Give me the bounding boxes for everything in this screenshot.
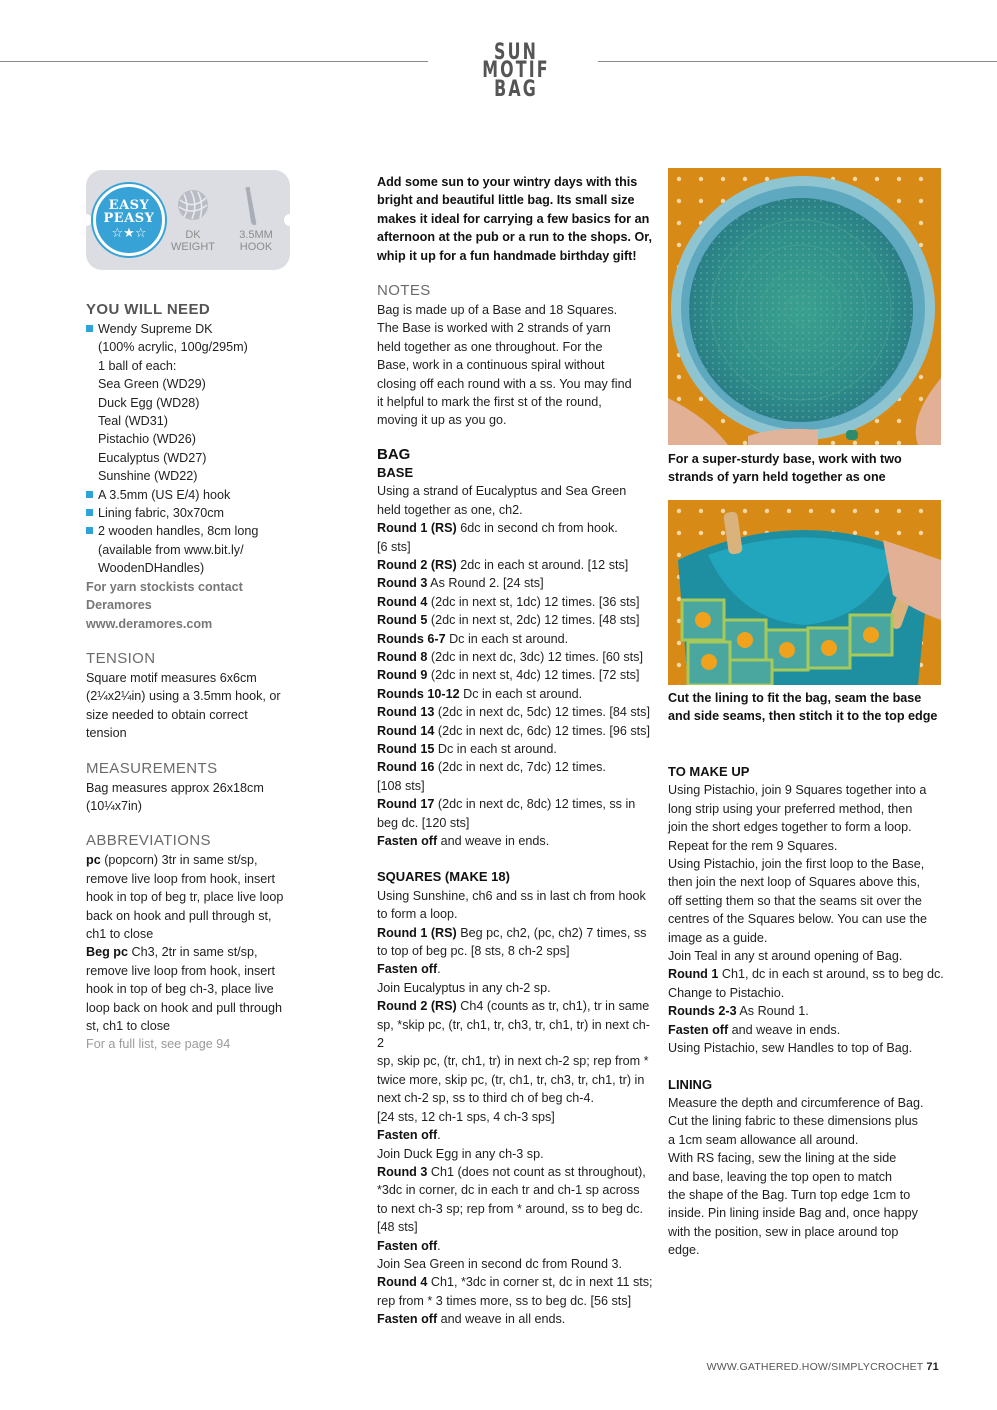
square-instruction-line: to next ch-3 sp; rep from * around, ss to beg dc. <box>377 1201 644 1216</box>
base-intro: held together as one, ch2. <box>377 502 523 517</box>
base-round-line: Round 5 (2dc in next st, 2dc) 12 times. [48 sts] <box>377 613 640 628</box>
base-round-line: Round 13 (2dc in next dc, 5dc) 12 times. [84 sts] <box>377 705 650 720</box>
square-instruction-line: Join Duck Egg in any ch-3 sp. <box>377 1146 544 1161</box>
bag-photo-caption: Cut the lining to fit the bag, seam the base and side seams, then stitch it to the top edge <box>668 691 938 724</box>
square-instruction-line: Round 2 (RS) Ch4 (counts as tr, ch1), tr in same <box>377 999 650 1014</box>
base-round-line: Round 9 (2dc in next st, 4dc) 12 times. [72 sts] <box>377 668 640 683</box>
make-up-line: Fasten off and weave in ends. <box>668 1022 841 1037</box>
square-instruction-line: next ch-2 sp, ss to third ch of beg ch-4. <box>377 1091 595 1106</box>
colour-item: Sunshine (WD22) <box>98 469 198 484</box>
make-up-line: Rounds 2-3 As Round 1. <box>668 1004 809 1019</box>
base-round-line: Round 16 (2dc in next dc, 7dc) 12 times. <box>377 760 606 775</box>
tension-text: size needed to obtain correct <box>86 707 248 722</box>
handles-item: 2 wooden handles, 8cm long <box>86 522 314 540</box>
abbrev-text: remove live loop from hook, insert <box>86 871 275 886</box>
stockist-link[interactable]: www.deramores.com <box>86 616 213 631</box>
tension-text: Square motif measures 6x6cm <box>86 670 257 685</box>
base-photo-caption: For a super-sturdy base, work with two strands of yarn held together as one <box>668 452 902 485</box>
make-up-line: Change to Pistachio. <box>668 985 785 1000</box>
left-column <box>86 301 314 1054</box>
hook-size-label: 3.5MM HOOK <box>239 229 273 253</box>
base-round-line: Round 15 Dc in each st around. <box>377 741 557 756</box>
base-round-line: [6 sts] <box>377 539 411 554</box>
base-round-line: Rounds 6-7 Dc in each st around. <box>377 631 569 646</box>
base-heading: BASE <box>377 464 414 480</box>
square-instruction-line: *3dc in corner, dc in each tr and ch-1 sp across <box>377 1183 640 1198</box>
tension-text: tension <box>86 726 127 741</box>
base-round-line: Round 8 (2dc in next dc, 3dc) 12 times. [60 sts] <box>377 649 643 664</box>
measurements-text: (10¼x7in) <box>86 798 143 813</box>
make-up-line: join the short edges together to form a loop. <box>668 820 912 835</box>
square-instruction-line: rep from * 3 times more, ss to beg dc. [56 sts] <box>377 1293 632 1308</box>
badge-peasy: PEASY <box>103 211 155 226</box>
make-up-instructions <box>668 781 953 1057</box>
crochet-base-image <box>668 168 941 445</box>
square-instruction-line: Using Sunshine, ch6 and ss in last ch from hook <box>377 888 646 903</box>
square-instruction-line: to top of beg pc. [8 sts, 8 ch-2 sps] <box>377 944 570 959</box>
easy-peasy-badge <box>93 184 165 256</box>
square-instruction-line: Fasten off and weave in all ends. <box>377 1312 566 1327</box>
square-instruction-line: Round 4 Ch1, *3dc in corner st, dc in next 11 sts; <box>377 1275 653 1290</box>
intro-text: Add some sun to your wintry days with this bright and beautiful little bag. Its small size makes it ideal for carrying a few basics for an afternoon at the pub or a run to the shops. Or, whip it up for a fun handmade birthday gift! <box>377 175 652 263</box>
make-up-line: off setting them so that the seams sit over the <box>668 893 922 908</box>
squares-heading: SQUARES (MAKE 18) <box>377 869 510 885</box>
base-round-line: Round 14 (2dc in next dc, 6dc) 12 times. [96 sts] <box>377 723 650 738</box>
base-photo <box>668 168 941 445</box>
colour-item: Duck Egg (WD28) <box>98 395 200 410</box>
make-up-line: Using Pistachio, join the first loop to the Base, <box>668 857 925 872</box>
header-rule-right <box>598 61 997 62</box>
square-instruction-line: Fasten off. <box>377 1238 441 1253</box>
header-rule-left <box>0 61 428 62</box>
square-instruction-line: to form a loop. <box>377 907 458 922</box>
square-instruction-line: Fasten off. <box>377 962 441 977</box>
square-instruction-line: Fasten off. <box>377 1128 441 1143</box>
base-round-line: Round 4 (2dc in next st, 1dc) 12 times. [36 sts] <box>377 594 640 609</box>
base-round-line: Fasten off and weave in ends. <box>377 834 550 848</box>
colour-item: Teal (WD31) <box>98 414 168 429</box>
page-title: SUN MOTIF BAG <box>482 40 550 102</box>
bag-heading: BAG <box>377 445 411 463</box>
make-up-line: image as a guide. <box>668 930 768 945</box>
squares-instructions <box>377 887 655 1329</box>
make-up-heading: TO MAKE UP <box>668 764 750 779</box>
crochet-hook-icon <box>240 186 262 226</box>
abbrev-text: hook in top of beg ch-3, place live <box>86 982 274 997</box>
yarn-amount: 1 ball of each: <box>98 358 177 373</box>
lining-item: Lining fabric, 30x70cm <box>86 504 314 522</box>
lining-instructions: Measure the depth and circumference of Bag. Cut the lining fabric to these dimensions plus a 1cm seam allowance all around. With RS facing, sew the lining at the side and base, leaving the top open to match the shape of the Bag. Turn top edge 1cm to inside. Pin lining inside Bag and, once happy with the position, sew in place around top edge. <box>668 1095 924 1258</box>
square-instruction-line: Join Eucalyptus in any ch-2 sp. <box>377 980 551 995</box>
abbrev-text: remove live loop from hook, insert <box>86 963 275 978</box>
colour-item: Pistachio (WD26) <box>98 432 196 447</box>
make-up-line: Round 1 Ch1, dc in each st around, ss to beg dc. <box>668 967 944 982</box>
full-list-note: For a full list, see page 94 <box>86 1037 231 1052</box>
abbrev-beg-pc: Beg pc Ch3, 2tr in same st/sp, <box>86 945 258 960</box>
notes-text: Bag is made up of a Base and 18 Squares. The Base is worked with 2 strands of yarn held together as one throughout. For the Base, work in a continuous spiral without closing off each round with a ss. You may find it helpful to mark the first st of the round, moving it up as you go. <box>377 303 632 428</box>
make-up-line: then join the next loop of Squares above this, <box>668 875 921 890</box>
bag-photo <box>668 500 941 685</box>
base-round-line: Round 3 As Round 2. [24 sts] <box>377 576 544 591</box>
base-round-line: Round 17 (2dc in next dc, 8dc) 12 times, ss in <box>377 797 636 812</box>
footer-url[interactable]: WWW.GATHERED.HOW/SIMPLYCROCHET <box>706 1361 924 1373</box>
make-up-line: Repeat for the rem 9 Squares. <box>668 838 838 853</box>
base-intro: Using a strand of Eucalyptus and Sea Green <box>377 484 627 499</box>
square-instruction-line: sp, *skip pc, (tr, ch1, tr, ch3, tr, ch1, tr) in next ch-2 <box>377 1017 650 1051</box>
page-number: 71 <box>926 1361 939 1373</box>
make-up-line: Using Pistachio, join 9 Squares together into a <box>668 783 927 798</box>
abbrev-text: st, ch1 to close <box>86 1019 170 1033</box>
notes-heading: NOTES <box>377 282 431 300</box>
badge-easy: EASY <box>108 198 150 213</box>
you-will-need-heading: YOU WILL NEED <box>86 301 211 318</box>
handles-link-line: WoodenDHandles) <box>98 561 205 576</box>
base-round-line: [108 sts] <box>377 778 425 793</box>
abbrev-text: hook in top of beg tr, place live loop <box>86 890 284 905</box>
measurements-heading: MEASUREMENTS <box>86 759 218 777</box>
square-instruction-line: sp, skip pc, (tr, ch1, tr) in next ch-2 sp; rep from * <box>377 1054 649 1069</box>
yarn-ball-icon <box>176 188 210 222</box>
measurements-text: Bag measures approx 26x18cm <box>86 780 264 795</box>
square-instruction-line: twice more, skip pc, (tr, ch1, tr, ch3, tr, ch1, tr) in <box>377 1072 645 1087</box>
lining-heading: LINING <box>668 1076 713 1092</box>
bag-lining-image <box>668 500 941 685</box>
square-instruction-line: Round 1 (RS) Beg pc, ch2, (pc, ch2) 7 times, ss <box>377 925 647 940</box>
abbrev-pc: pc (popcorn) 3tr in same st/sp, <box>86 853 258 868</box>
square-instruction-line: Round 3 Ch1 (does not count as st throughout), <box>377 1164 646 1179</box>
colour-item: Eucalyptus (WD27) <box>98 450 207 465</box>
tension-text: (2¼x2¼in) using a 3.5mm hook, or <box>86 689 281 704</box>
make-up-line: Using Pistachio, sew Handles to top of Bag. <box>668 1041 913 1056</box>
make-up-line: Join Teal in any st around opening of Bag. <box>668 949 903 964</box>
page-footer <box>707 1358 939 1376</box>
right-column <box>668 763 953 1260</box>
yarn-detail: (100% acrylic, 100g/295m) <box>98 340 248 355</box>
abbrev-text: back on hook and pull through st, <box>86 908 272 923</box>
yarn-item: Wendy Supreme DK <box>86 320 314 338</box>
abbrev-text: loop back on hook and pull through <box>86 1000 283 1015</box>
stockist-contact: For yarn stockists contact <box>86 579 243 594</box>
star-icon: ☆★☆ <box>111 225 147 240</box>
dk-weight-label: DK WEIGHT <box>171 229 215 253</box>
square-instruction-line: [24 sts, 12 ch-1 sps, 4 ch-3 sps] <box>377 1109 555 1124</box>
handles-link-line: (available from www.bit.ly/ <box>98 542 244 557</box>
make-up-line: centres of the Squares below. You can use the <box>668 912 928 927</box>
square-instruction-line: [48 sts] <box>377 1220 418 1235</box>
base-round-line: Round 1 (RS) 6dc in second ch from hook. <box>377 521 618 536</box>
base-rounds <box>377 519 655 850</box>
base-round-line: Rounds 10-12 Dc in each st around. <box>377 686 583 701</box>
make-up-line: long strip using your preferred method, then <box>668 801 913 816</box>
base-round-line: Round 2 (RS) 2dc in each st around. [12 sts] <box>377 557 629 572</box>
hook-item: A 3.5mm (US E/4) hook <box>86 486 314 504</box>
abbrev-text: ch1 to close <box>86 926 154 941</box>
stockist-name: Deramores <box>86 598 152 613</box>
colour-item: Sea Green (WD29) <box>98 377 206 392</box>
base-round-line: beg dc. [120 sts] <box>377 815 470 830</box>
abbreviations-heading: ABBREVIATIONS <box>86 832 211 850</box>
tension-heading: TENSION <box>86 649 156 667</box>
square-instruction-line: Join Sea Green in second dc from Round 3. <box>377 1256 623 1271</box>
middle-column <box>377 173 655 1329</box>
